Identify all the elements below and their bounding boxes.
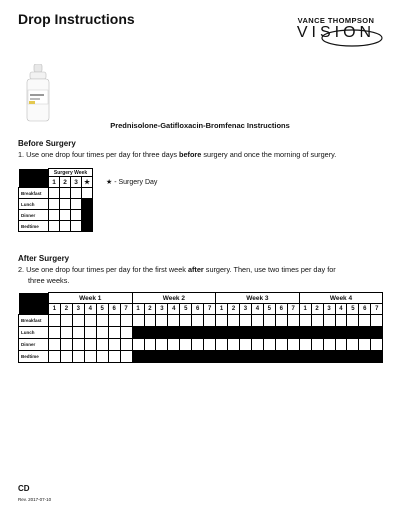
day-header: 5 [96,304,108,315]
dose-checkbox[interactable] [251,339,263,351]
dose-checkbox[interactable] [108,327,120,339]
dose-checkbox[interactable] [49,315,61,327]
dose-checkbox[interactable] [156,339,168,351]
dose-checkbox[interactable] [287,315,299,327]
dose-checkbox[interactable] [299,339,311,351]
day-header: 3 [323,304,335,315]
dose-checkbox[interactable] [120,351,132,363]
row-label: Lunch [19,327,49,339]
dose-checkbox[interactable] [60,188,71,199]
day-header: 4 [168,304,180,315]
dose-checkbox[interactable] [84,327,96,339]
dose-checkbox[interactable] [204,339,216,351]
shaded-cell [132,327,144,339]
dose-checkbox[interactable] [71,210,82,221]
day-header: 4 [84,304,96,315]
eye-drop-bottle-icon [20,64,56,124]
dose-checkbox[interactable] [120,339,132,351]
day-header: 6 [275,304,287,315]
shaded-cell [240,327,252,339]
shaded-cell [311,351,323,363]
dose-checkbox[interactable] [72,327,84,339]
shaded-cell [275,327,287,339]
shaded-cell [323,351,335,363]
surgery-week-header: Surgery Week [49,169,93,177]
dose-checkbox[interactable] [49,210,60,221]
shaded-cell [156,327,168,339]
table-row [19,199,93,210]
dose-checkbox[interactable] [263,339,275,351]
shaded-cell [192,351,204,363]
day-header: 2 [228,304,240,315]
day-header: 2 [311,304,323,315]
dose-checkbox[interactable] [228,315,240,327]
shaded-cell [311,327,323,339]
shaded-cell [204,327,216,339]
shaded-cell [82,199,93,210]
dose-checkbox[interactable] [71,221,82,232]
dose-checkbox[interactable] [144,339,156,351]
shaded-cell [263,351,275,363]
dose-checkbox[interactable] [108,351,120,363]
dose-checkbox[interactable] [60,210,71,221]
dose-checkbox[interactable] [49,327,61,339]
footer-code: CD [18,484,30,493]
day-header: 1 [299,304,311,315]
surgery-day-star: ★ [82,177,93,188]
row-label: Bedtime [19,221,49,232]
day-header: 5 [347,304,359,315]
dose-checkbox[interactable] [335,315,347,327]
dose-checkbox[interactable] [156,315,168,327]
day-header: 6 [359,304,371,315]
dose-checkbox[interactable] [168,315,180,327]
row-label: Dinner [19,210,49,221]
table-row [19,210,93,221]
row-label: Breakfast [19,315,49,327]
dose-checkbox[interactable] [287,339,299,351]
day-header: 4 [251,304,263,315]
dose-checkbox[interactable] [144,315,156,327]
shaded-cell [132,351,144,363]
shaded-cell [82,221,93,232]
dose-checkbox[interactable] [180,339,192,351]
day-header: 7 [204,304,216,315]
dose-checkbox[interactable] [347,339,359,351]
dose-checkbox[interactable] [49,221,60,232]
shaded-cell [240,351,252,363]
dose-checkbox[interactable] [72,315,84,327]
before-surgery-step: 1. Use one drop four times per day for three days before surgery and once the morning of surgery. [18,150,337,159]
dose-checkbox[interactable] [108,339,120,351]
dose-checkbox[interactable] [96,327,108,339]
day-header: 6 [192,304,204,315]
day-header: 4 [335,304,347,315]
dose-checkbox[interactable] [359,339,371,351]
shaded-cell [299,327,311,339]
shaded-cell [251,351,263,363]
day-header: 6 [108,304,120,315]
dose-checkbox[interactable] [335,339,347,351]
dose-checkbox[interactable] [311,339,323,351]
dose-checkbox[interactable] [108,315,120,327]
day-header: 3 [240,304,252,315]
dose-checkbox[interactable] [323,339,335,351]
dose-checkbox[interactable] [168,339,180,351]
dose-checkbox[interactable] [216,315,228,327]
table-corner [19,293,49,315]
dose-checkbox[interactable] [60,315,72,327]
dose-checkbox[interactable] [84,351,96,363]
logo-text-bottom: VISION [296,24,376,41]
before-surgery-table [18,168,93,232]
dose-checkbox[interactable] [96,339,108,351]
shaded-cell [263,327,275,339]
dose-checkbox[interactable] [371,339,383,351]
shaded-cell [82,210,93,221]
dose-checkbox[interactable] [96,315,108,327]
dose-checkbox[interactable] [132,315,144,327]
shaded-cell [299,351,311,363]
dose-checkbox[interactable] [228,339,240,351]
table-row [19,339,383,351]
dose-checkbox[interactable] [60,199,71,210]
shaded-cell [347,327,359,339]
week-header: Week 1 [49,293,133,304]
shaded-cell [275,351,287,363]
shaded-cell [144,327,156,339]
day-header: 7 [120,304,132,315]
day-header: 2 [144,304,156,315]
shaded-cell [359,351,371,363]
dose-checkbox[interactable] [72,351,84,363]
shaded-cell [323,327,335,339]
dose-checkbox[interactable] [49,339,61,351]
dose-checkbox[interactable] [180,315,192,327]
day-header: 3 [71,177,82,188]
day-header: 2 [60,177,71,188]
dose-checkbox[interactable] [299,315,311,327]
shaded-cell [168,351,180,363]
dose-checkbox[interactable] [82,188,93,199]
after-surgery-heading: After Surgery [18,254,70,263]
dose-checkbox[interactable] [216,339,228,351]
day-header: 1 [49,177,60,188]
dose-checkbox[interactable] [263,315,275,327]
shaded-cell [371,327,383,339]
dose-checkbox[interactable] [275,339,287,351]
shaded-cell [168,327,180,339]
table-row [19,221,93,232]
dose-checkbox[interactable] [120,315,132,327]
dose-checkbox[interactable] [275,315,287,327]
dose-checkbox[interactable] [60,339,72,351]
dose-checkbox[interactable] [347,315,359,327]
dose-checkbox[interactable] [192,339,204,351]
day-header: 1 [49,304,61,315]
day-header: 5 [263,304,275,315]
day-header: 3 [72,304,84,315]
row-label: Lunch [19,199,49,210]
dose-checkbox[interactable] [371,315,383,327]
surgery-day-legend: ★ - Surgery Day [106,179,158,186]
row-label: Dinner [19,339,49,351]
week-header: Week 3 [216,293,300,304]
table-corner [19,169,49,188]
before-surgery-heading: Before Surgery [18,139,76,148]
dose-checkbox[interactable] [49,199,60,210]
shaded-cell [335,351,347,363]
table-row [19,315,383,327]
dose-checkbox[interactable] [240,339,252,351]
day-header: 7 [287,304,299,315]
day-header: 1 [216,304,228,315]
dose-checkbox[interactable] [192,315,204,327]
dose-checkbox[interactable] [96,351,108,363]
shaded-cell [371,351,383,363]
shaded-cell [192,327,204,339]
logo-text-top: VANCE THOMPSON [297,16,375,25]
week-header: Week 2 [132,293,216,304]
dose-checkbox[interactable] [359,315,371,327]
day-header: 3 [156,304,168,315]
shaded-cell [216,327,228,339]
shaded-cell [144,351,156,363]
dose-checkbox[interactable] [71,188,82,199]
page-title: Drop Instructions [18,11,135,27]
vance-thompson-vision-logo [290,16,386,50]
dose-checkbox[interactable] [251,315,263,327]
row-label: Breakfast [19,188,49,199]
after-surgery-table [18,292,383,363]
shaded-cell [156,351,168,363]
dose-checkbox[interactable] [84,339,96,351]
revision-date: Rev. 2017-07-10 [18,497,52,502]
day-header: 2 [60,304,72,315]
shaded-cell [287,327,299,339]
table-row [19,188,93,199]
dose-checkbox[interactable] [49,188,60,199]
shaded-cell [335,327,347,339]
shaded-cell [228,351,240,363]
dose-checkbox[interactable] [49,351,61,363]
shaded-cell [359,327,371,339]
dose-checkbox[interactable] [120,327,132,339]
shaded-cell [204,351,216,363]
day-header: 7 [371,304,383,315]
shaded-cell [251,327,263,339]
table-row [19,327,383,339]
dose-checkbox[interactable] [311,315,323,327]
dose-checkbox[interactable] [84,315,96,327]
dose-checkbox[interactable] [204,315,216,327]
dose-checkbox[interactable] [60,221,71,232]
shaded-cell [228,327,240,339]
dose-checkbox[interactable] [132,339,144,351]
table-row [19,351,383,363]
medication-subtitle: Prednisolone-Gatifloxacin-Bromfenac Instructions [110,121,290,130]
shaded-cell [180,327,192,339]
shaded-cell [216,351,228,363]
shaded-cell [287,351,299,363]
after-surgery-step: 2. Use one drop four times per day for the first week after surgery. Then, use two times per day for three weeks. [18,265,336,285]
dose-checkbox[interactable] [72,339,84,351]
shaded-cell [347,351,359,363]
dose-checkbox[interactable] [71,199,82,210]
dose-checkbox[interactable] [60,351,72,363]
dose-checkbox[interactable] [323,315,335,327]
day-header: 1 [132,304,144,315]
row-label: Bedtime [19,351,49,363]
dose-checkbox[interactable] [60,327,72,339]
dose-checkbox[interactable] [240,315,252,327]
shaded-cell [180,351,192,363]
day-header: 5 [180,304,192,315]
week-header: Week 4 [299,293,383,304]
